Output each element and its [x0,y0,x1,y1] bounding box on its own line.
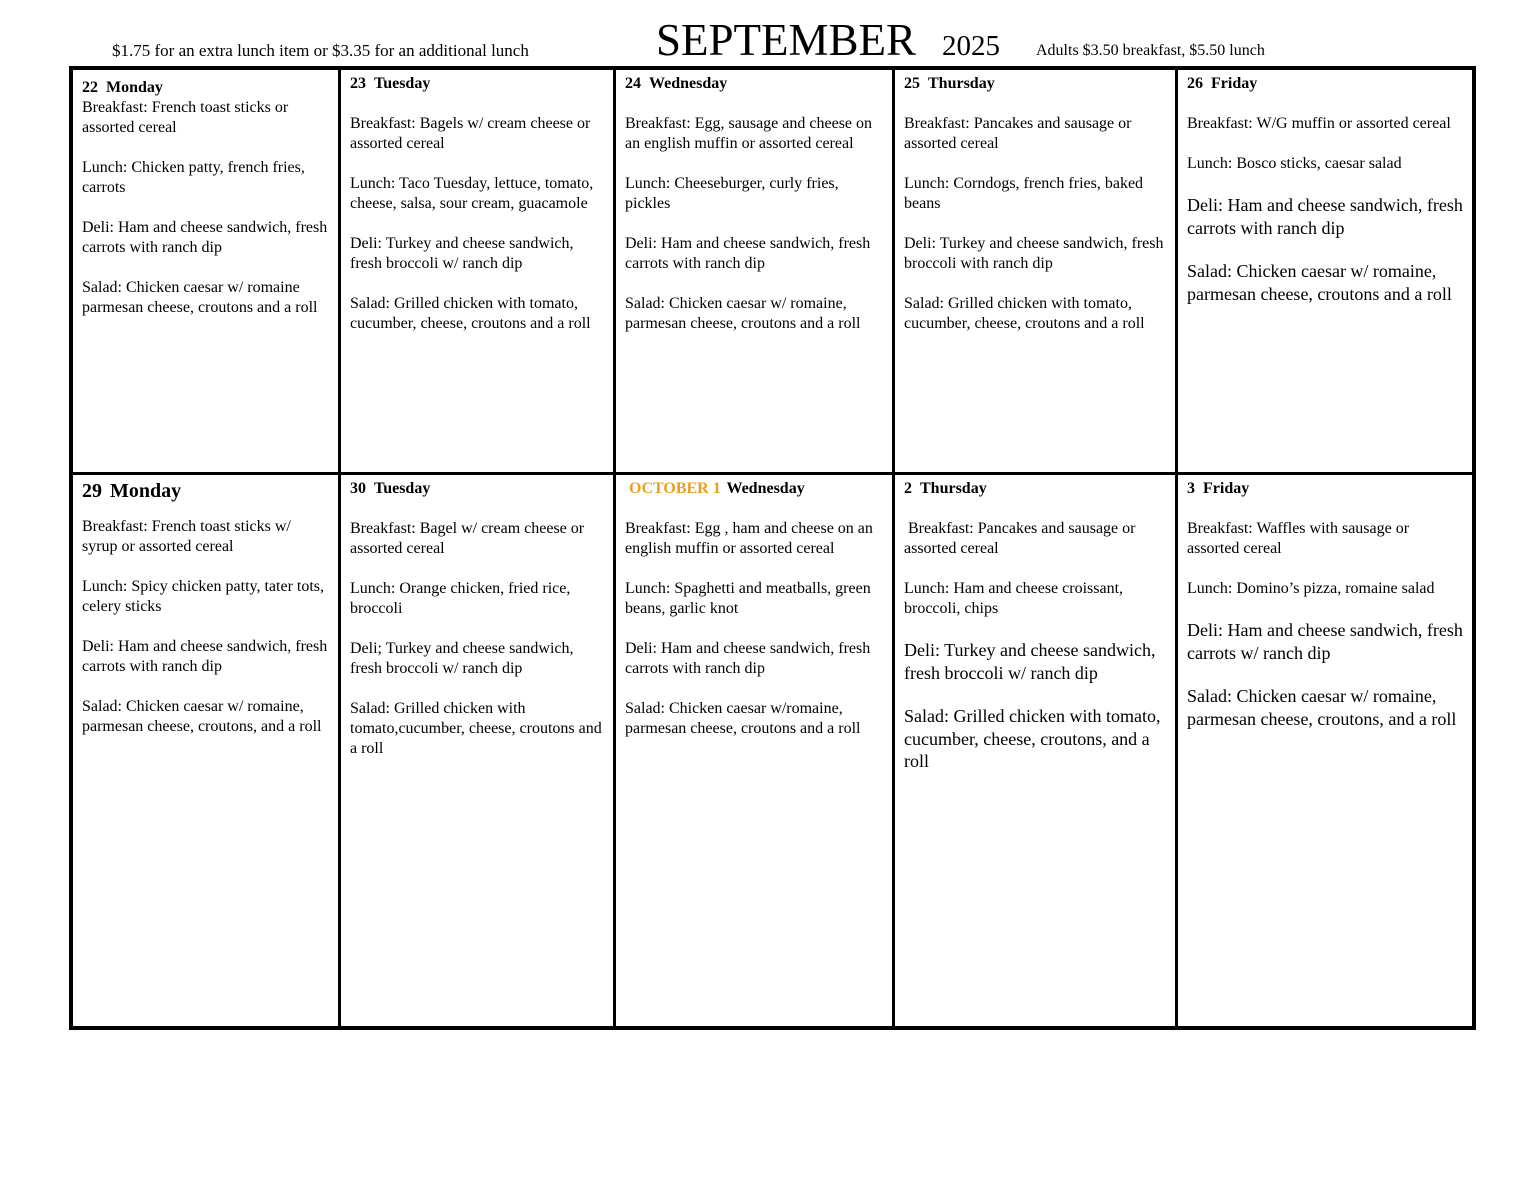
breakfast-item: Breakfast: French toast sticks or assorted cereal [82,99,289,136]
breakfast-item: Breakfast: Bagel w/ cream cheese or assorted cereal [350,520,585,557]
salad-item: Salad: Chicken caesar w/ romaine, parmesan cheese, croutons and a roll [1187,261,1452,304]
day-cell-26-friday [1178,70,1472,475]
adult-price-note: Adults $3.50 breakfast, $5.50 lunch [1036,42,1265,59]
day-name: Monday [110,480,182,502]
day-name: Friday [1211,75,1258,92]
deli-item: Deli: Ham and cheese sandwich, fresh carrots with ranch dip [82,638,328,675]
day-name: Tuesday [374,480,431,497]
day-cell-3-friday [1178,475,1472,1026]
deli-item: Deli: Turkey and cheese sandwich, fresh broccoli with ranch dip [904,235,1164,272]
deli-item: Deli; Turkey and cheese sandwich, fresh broccoli w/ ranch dip [350,640,574,677]
menu-calendar-grid [69,66,1476,1030]
day-heading [625,479,884,499]
lunch-item: Lunch: Ham and cheese croissant, broccoli, chips [904,580,1124,617]
breakfast-item: Breakfast: Egg , ham and cheese on an english muffin or assorted cereal [625,520,873,557]
day-heading [625,74,884,94]
day-heading [82,78,330,98]
day-number: 26 [1187,75,1203,92]
lunch-item: Lunch: Orange chicken, fried rice, broccoli [350,580,571,617]
day-cell-29-monday [73,475,341,1026]
lunch-item: Lunch: Corndogs, french fries, baked beans [904,175,1144,212]
extra-lunch-price-note: $1.75 for an extra lunch item or $3.35 for an additional lunch [112,41,529,60]
day-heading [1187,74,1464,94]
day-cell-25-thursday [895,70,1178,475]
day-cell-2-thursday [895,475,1178,1026]
day-cell-october-1-wednesday [616,475,895,1026]
day-number: 22 [82,79,98,96]
day-heading [1187,479,1464,499]
day-name: Thursday [928,75,995,92]
day-name: Thursday [920,480,987,497]
breakfast-item: Breakfast: Waffles with sausage or assorted cereal [1187,520,1410,557]
day-heading [904,479,1167,499]
lunch-item: Lunch: Spicy chicken patty, tater tots, celery sticks [82,578,325,615]
breakfast-item: Breakfast: W/G muffin or assorted cereal [1187,115,1451,132]
day-name: Wednesday [726,480,805,497]
day-name: Wednesday [649,75,728,92]
lunch-item: Lunch: Bosco sticks, caesar salad [1187,155,1402,172]
deli-item: Deli: Ham and cheese sandwich, fresh carrots w/ ranch dip [1187,620,1463,663]
day-heading [350,74,605,94]
month-label: OCTOBER 1 [629,480,721,497]
day-number: 24 [625,75,641,92]
day-heading [82,481,330,501]
day-number: 2 [904,480,912,497]
day-cell-30-tuesday [341,475,616,1026]
day-heading [904,74,1167,94]
salad-item: Salad: Chicken caesar w/romaine, parmesan cheese, croutons and a roll [625,700,861,737]
salad-item: Salad: Chicken caesar w/ romaine, parmesan cheese, croutons, and a roll [82,698,322,735]
salad-item: Salad: Chicken caesar w/ romaine, parmesan cheese, croutons, and a roll [1187,686,1457,729]
salad-item: Salad: Chicken caesar w/ romaine parmesan cheese, croutons and a roll [82,279,318,316]
lunch-item: Lunch: Taco Tuesday, lettuce, tomato, cheese, salsa, sour cream, guacamole [350,175,594,212]
day-number: 30 [350,480,366,497]
day-name: Tuesday [374,75,431,92]
lunch-item: Lunch: Domino’s pizza, romaine salad [1187,580,1435,597]
lunch-item: Lunch: Cheeseburger, curly fries, pickles [625,175,839,212]
day-number: 29 [82,480,102,502]
deli-item: Deli: Ham and cheese sandwich, fresh carrots with ranch dip [82,219,328,256]
day-cell-24-wednesday [616,70,895,475]
breakfast-item: Breakfast: Pancakes and sausage or assorted cereal [904,520,1136,557]
day-cell-22-monday [73,70,341,475]
deli-item: Deli: Turkey and cheese sandwich, fresh broccoli w/ ranch dip [904,640,1156,683]
deli-item: Deli: Ham and cheese sandwich, fresh carrots with ranch dip [1187,195,1463,238]
breakfast-item: Breakfast: French toast sticks w/ syrup or assorted cereal [82,518,291,555]
day-number: 23 [350,75,366,92]
deli-item: Deli: Ham and cheese sandwich, fresh carrots with ranch dip [625,235,871,272]
deli-item: Deli: Turkey and cheese sandwich, fresh broccoli w/ ranch dip [350,235,574,272]
month-title: SEPTEMBER [656,15,917,65]
day-number: 3 [1187,480,1195,497]
breakfast-item: Breakfast: Pancakes and sausage or assorted cereal [904,115,1132,152]
day-heading [350,479,605,499]
salad-item: Salad: Grilled chicken with tomato, cucumber, cheese, croutons, and a roll [904,706,1161,771]
salad-item: Salad: Chicken caesar w/ romaine, parmesan cheese, croutons and a roll [625,295,861,332]
day-number: 25 [904,75,920,92]
year-title: 2025 [942,30,1000,62]
day-cell-23-tuesday [341,70,616,475]
salad-item: Salad: Grilled chicken with tomato, cucumber, cheese, croutons and a roll [904,295,1145,332]
deli-item: Deli: Ham and cheese sandwich, fresh carrots with ranch dip [625,640,871,677]
salad-item: Salad: Grilled chicken with tomato,cucumber, cheese, croutons and a roll [350,700,602,757]
day-name: Friday [1203,480,1250,497]
day-name: Monday [106,79,163,96]
breakfast-item: Breakfast: Bagels w/ cream cheese or assorted cereal [350,115,591,152]
breakfast-item: Breakfast: Egg, sausage and cheese on an english muffin or assorted cereal [625,115,873,152]
salad-item: Salad: Grilled chicken with tomato, cucumber, cheese, croutons and a roll [350,295,591,332]
lunch-item: Lunch: Spaghetti and meatballs, green beans, garlic knot [625,580,871,617]
lunch-item: Lunch: Chicken patty, french fries, carrots [82,159,305,196]
